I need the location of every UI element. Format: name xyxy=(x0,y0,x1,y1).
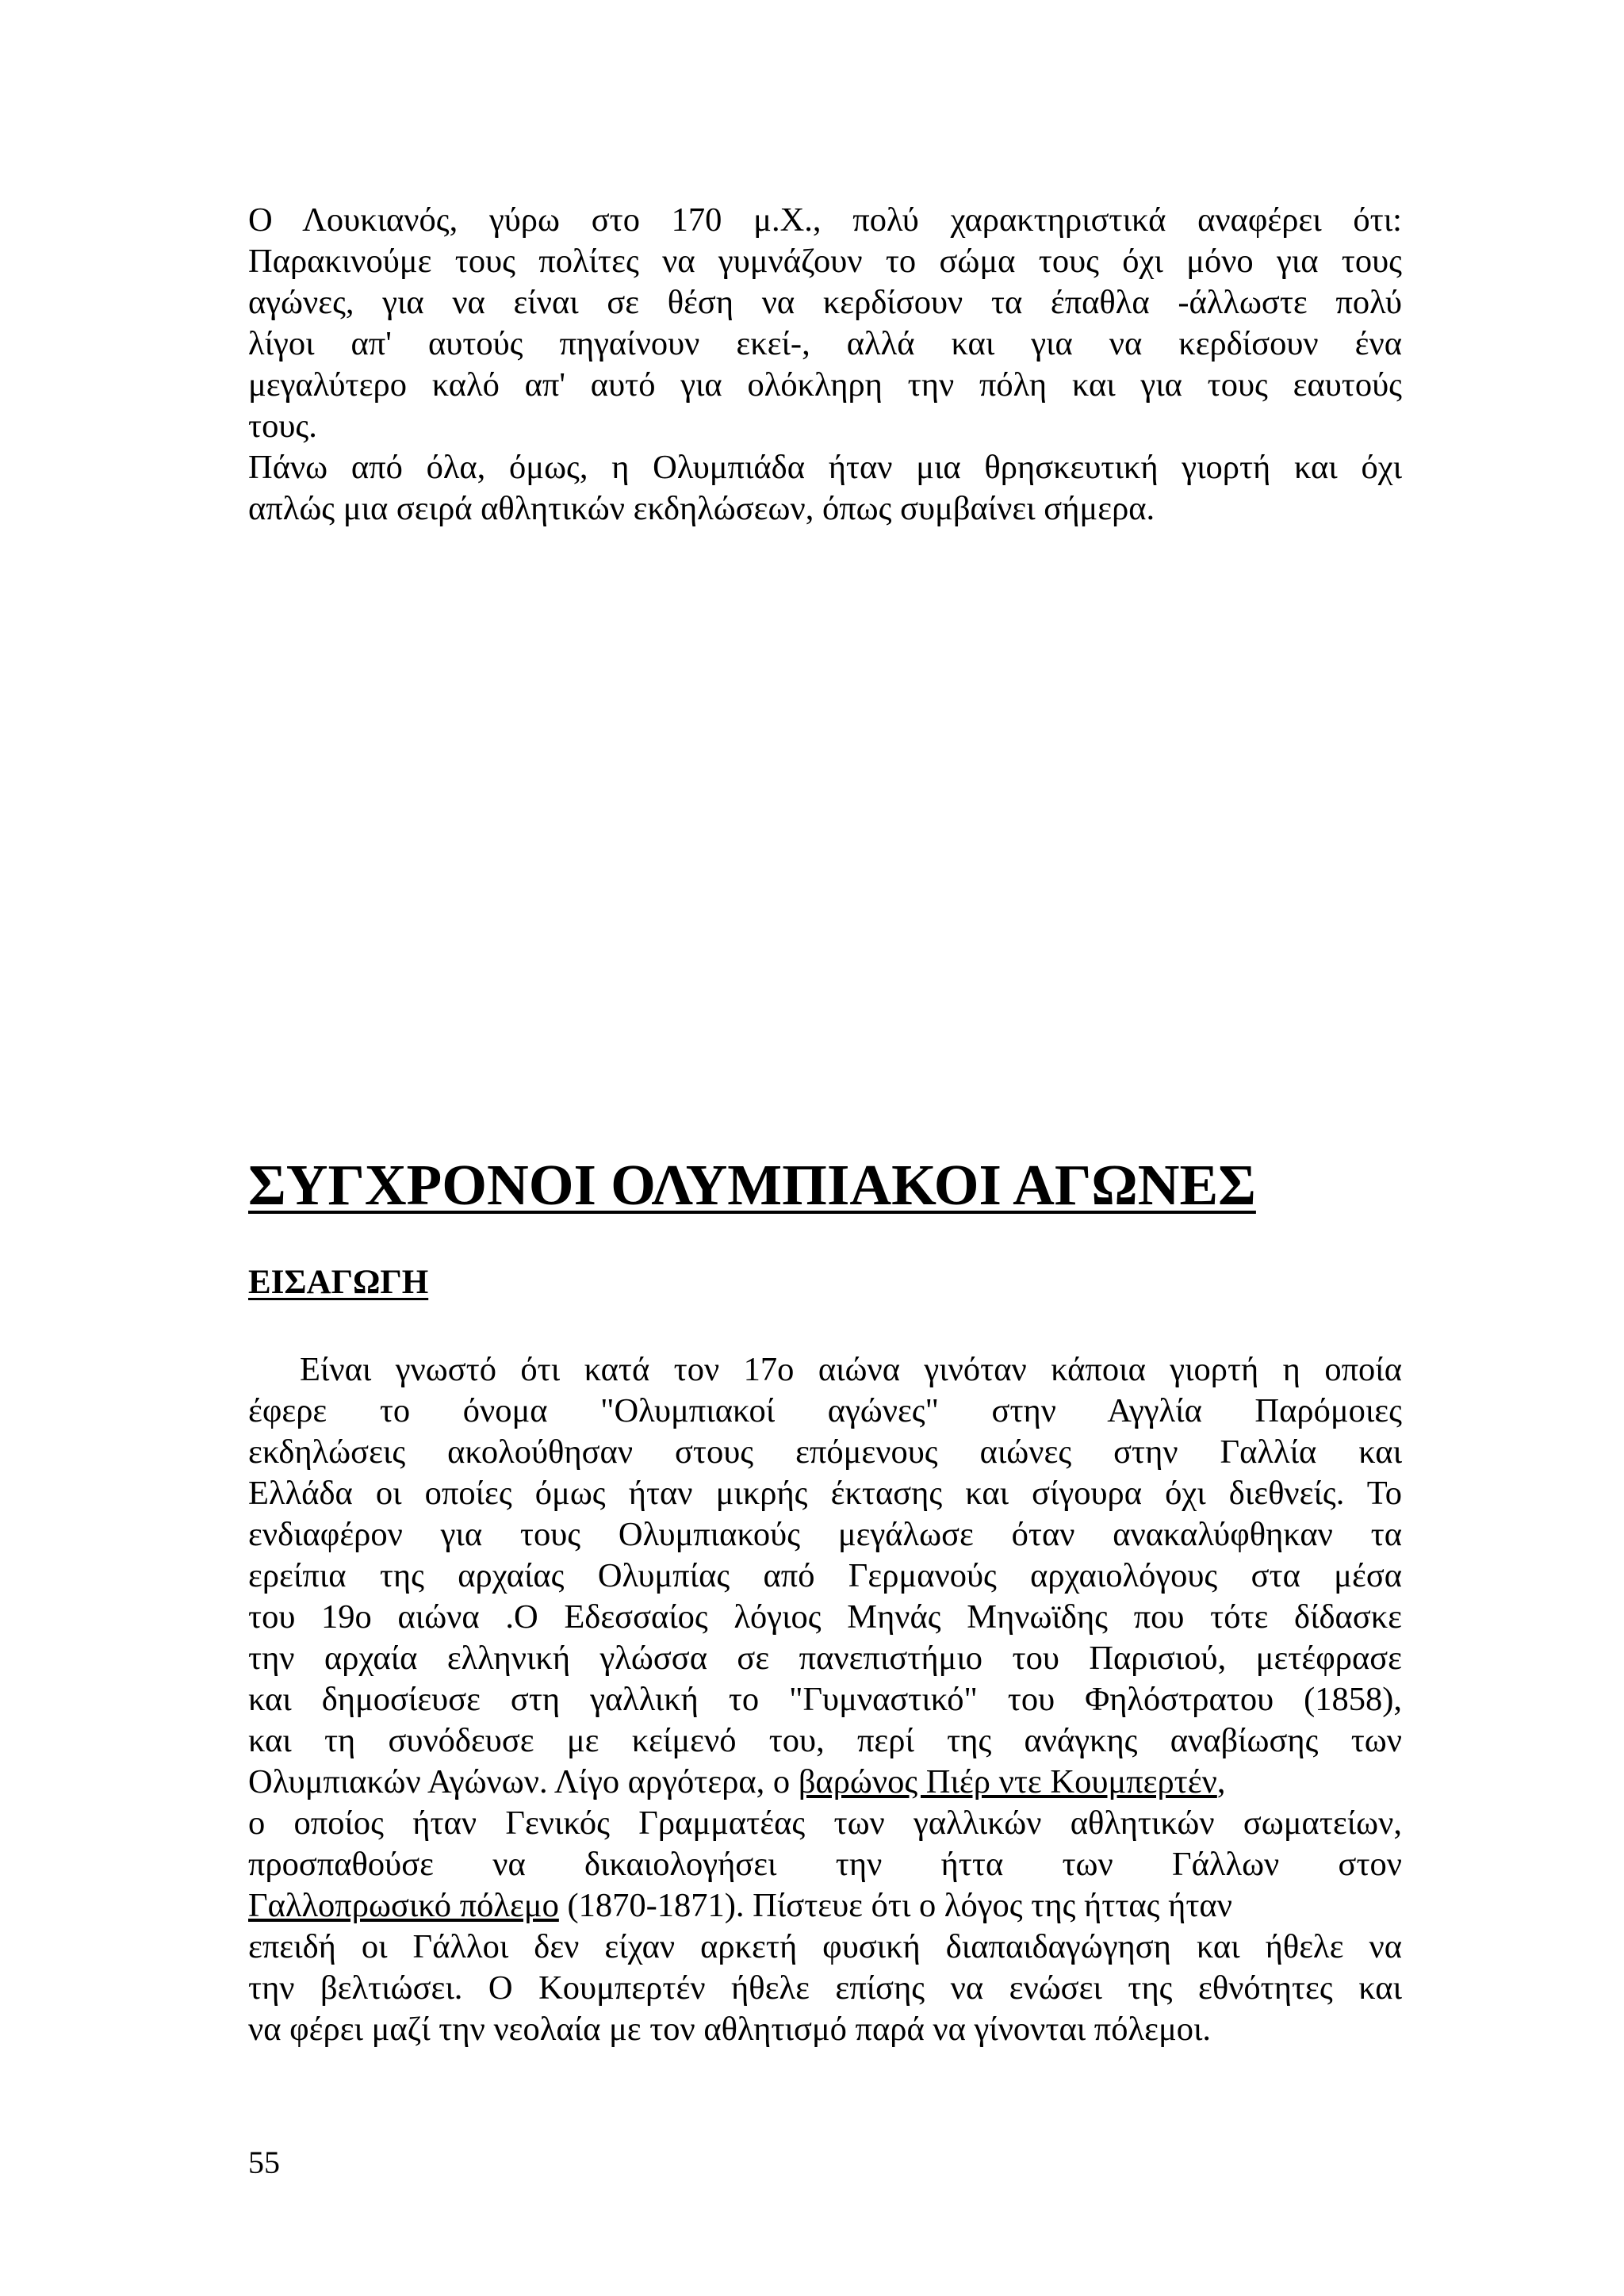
coubertin-link[interactable]: βαρώνος Πιέρ ντε Κουμπερτέν xyxy=(798,1763,1217,1800)
text-segment: , xyxy=(1216,1763,1226,1800)
section-subtitle: ΕΙΣΑΓΩΓΗ xyxy=(248,1264,429,1301)
text-line: να φέρει μαζί την νεολαία με τον αθλητισμό παρά να γίνονται πόλεμοι. xyxy=(248,2011,1212,2048)
text-line: την αρχαία ελληνική γλώσσα σε πανεπιστήμιο του Παρισιού, μετέφρασε xyxy=(248,1640,1402,1677)
text-line: Είναι γνωστό ότι κατά τον 17ο αιώνα γινόταν κάποια γιορτή η οποία xyxy=(300,1351,1402,1388)
text-line: και δημοσίευσε στη γαλλική το "Γυμναστικό" του Φηλόστρατου (1858), xyxy=(248,1681,1402,1718)
text-line: Πάνω από όλα, όμως, η Ολυμπιάδα ήταν μια θρησκευτική γιορτή και όχι xyxy=(248,449,1402,486)
text-line: ερείπια της αρχαίας Ολυμπίας από Γερμανούς αρχαιολόγους στα μέσα xyxy=(248,1557,1402,1594)
text-line: εκδηλώσεις ακολούθησαν στους επόμενους αιώνες στην Γαλλία και xyxy=(248,1433,1402,1471)
text-segment: (1870-1871). Πίστευε ότι ο λόγος της ήττας ήταν xyxy=(558,1887,1232,1924)
text-line xyxy=(248,1762,1402,1803)
text-line: Ο Λουκιανός, γύρω στο 170 μ.Χ., πολύ χαρακτηριστικά αναφέρει ότι: xyxy=(248,201,1402,239)
text-line: Παρακινούμε τους πολίτες να γυμνάζουν το σώμα τους όχι μόνο για τους xyxy=(248,243,1402,280)
text-segment: Ολυμπιακών Αγώνων. Λίγο αργότερα, ο xyxy=(248,1763,799,1800)
text-line: επειδή οι Γάλλοι δεν είχαν αρκετή φυσική διαπαιδαγώγηση και ήθελε να xyxy=(248,1928,1402,1965)
text-line: μεγαλύτερο καλό απ' αυτό για ολόκληρη την πόλη και για τους εαυτούς xyxy=(248,366,1402,404)
text-line: έφερε το όνομα "Ολυμπιακοί αγώνες" στην Αγγλία Παρόμοιες xyxy=(248,1392,1402,1429)
top-paragraph xyxy=(248,200,1402,530)
section-title: ΣΥΓΧΡΟΝΟΙ ΟΛΥΜΠΙΑΚΟΙ ΑΓΩΝΕΣ xyxy=(248,1153,1256,1217)
text-line xyxy=(248,1885,1402,1927)
text-line: απλώς μια σειρά αθλητικών εκδηλώσεων, όπως συμβαίνει σήμερα. xyxy=(248,490,1155,527)
text-line: προσπαθούσε να δικαιολογήσει την ήττα των Γάλλων στον xyxy=(248,1846,1402,1883)
text-line: Ελλάδα οι οποίες όμως ήταν μικρής έκτασης και σίγουρα όχι διεθνείς. Το xyxy=(248,1475,1402,1512)
text-line: ενδιαφέρον για τους Ολυμπιακούς μεγάλωσε όταν ανακαλύφθηκαν τα xyxy=(248,1516,1402,1553)
text-line: αγώνες, για να είναι σε θέση να κερδίσουν τα έπαθλα -άλλωστε πολύ xyxy=(248,284,1402,321)
text-line: την βελτιώσει. Ο Κουμπερτέν ήθελε επίσης να ενώσει της εθνότητες και xyxy=(248,1969,1402,2007)
text-line: του 19ο αιώνα .Ο Εδεσσαίος λόγιος Μηνάς Μηνωϊδης που τότε δίδασκε xyxy=(248,1598,1402,1636)
franco-prussian-war-link[interactable]: Γαλλοπρωσικό πόλεμο xyxy=(248,1887,559,1924)
text-line: ο οποίος ήταν Γενικός Γραμματέας των γαλλικών αθλητικών σωματείων, xyxy=(248,1804,1402,1842)
text-line: και τη συνόδευσε με κείμενό του, περί της ανάγκης αναβίωσης των xyxy=(248,1722,1402,1759)
page-number: 55 xyxy=(248,2145,280,2180)
text-line: λίγοι απ' αυτούς πηγαίνουν εκεί-, αλλά και για να κερδίσουν ένα xyxy=(248,325,1402,362)
intro-paragraph xyxy=(248,1349,1402,2050)
text-line: τους. xyxy=(248,408,317,445)
